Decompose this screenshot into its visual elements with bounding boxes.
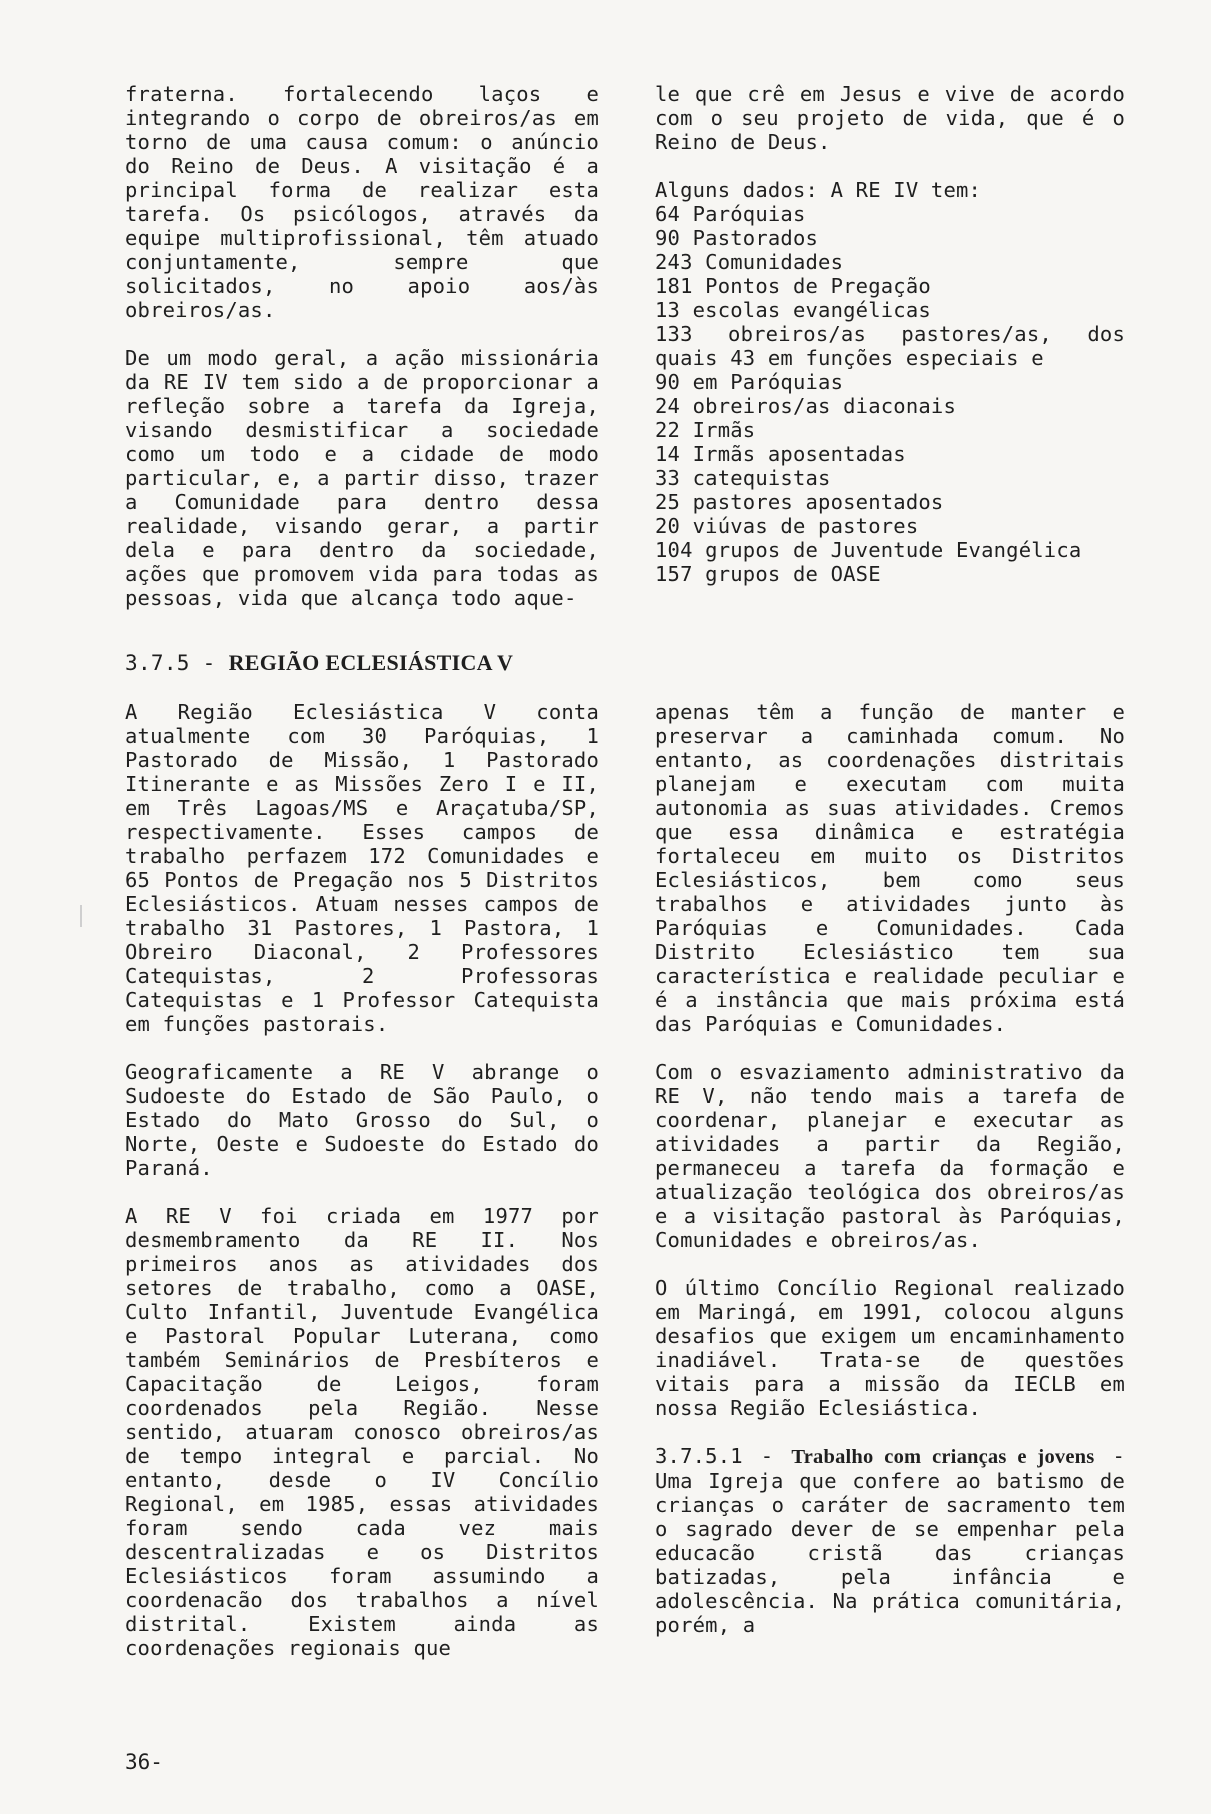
- paragraph: A Região Eclesiástica V conta atualmente com 30 Paróquias, 1 Pastorado de Missão, 1 Pastorado Itinerante e as Missões Zero I e II, em Três Lagoas/MS e Araçatuba/SP, respectivamente. Esses campos de trabalho perfazem 172 Comunidades e 65 Pontos de Pregação nos 5 Distritos Eclesiásticos. Atuam nesses campos de trabalho 31 Pastores, 1 Pastora, 1 Obreiro Diaconal, 2 Professores Catequistas, 2 Professoras Catequistas e 1 Professor Catequista em funções pastorais.: [125, 700, 599, 1036]
- stat-item: 90 em Paróquias: [655, 370, 844, 394]
- margin-mark: [80, 905, 82, 927]
- top-right-column: [655, 82, 1125, 586]
- stat-item: 13 escolas evangélicas: [655, 298, 931, 322]
- stat-item: 133 obreiros/as pastores/as, dos quais 43 em funções especiais e: [655, 322, 1125, 370]
- section-heading: [125, 650, 513, 676]
- stats-list: [655, 178, 1125, 586]
- stat-item: 22 Irmãs: [655, 418, 756, 442]
- paragraph: Geograficamente a RE V abrange o Sudoeste do Estado de São Paulo, o Estado do Mato Grosso do Sul, o Norte, Oeste e Sudoeste do Estado do Paraná.: [125, 1060, 599, 1180]
- paragraph: le que crê em Jesus e vive de acordo com o seu projeto de vida, que é o Reino de Deus.: [655, 82, 1125, 154]
- stat-item: 20 viúvas de pastores: [655, 514, 919, 538]
- stat-item: 104 grupos de Juventude Evangélica: [655, 538, 1082, 562]
- paragraph: fraterna. fortalecendo laços e integrando o corpo de obreiros/as em torno de uma causa comum: o anúncio do Reino de Deus. A visitação é a principal forma de realizar esta tarefa. Os psicólogos, através da equipe multiprofissional, têm atuado conjuntamente, sempre que solicitados, no apoio aos/às obreiros/as.: [125, 82, 599, 322]
- section-title: REGIÃO ECLESIÁSTICA V: [228, 650, 514, 675]
- paragraph: De um modo geral, a ação missionária da RE IV tem sido a de proporcionar a refleção sobre a tarefa da Igreja, visando desmistificar a sociedade como um todo e a cidade de modo particular, e, a partir disso, trazer a Comunidade para dentro dessa realidade, visando gerar, a partir dela e para dentro da sociedade, ações que promovem vida para todas as pessoas, vida que alcança todo aque-: [125, 346, 599, 610]
- stats-intro: Alguns dados: A RE IV tem:: [655, 178, 982, 202]
- paragraph: A RE V foi criada em 1977 por desmembramento da RE II. Nos primeiros anos as atividades dos setores de trabalho, como a OASE, Culto Infantil, Juventude Evangélica e Pastoral Popular Luterana, como também Seminários de Presbíteros e Capacitação de Leigos, foram coordenados pela Região. Nesse sentido, atuaram conosco obreiros/as de tempo integral e parcial. No entanto, desde o IV Concílio Regional, em 1985, essas atividades foram sendo cada vez mais descentralizadas e os Distritos Eclesiásticos foram assumindo a coordenacão dos trabalhos a nível distrital. Existem ainda as coordenações regionais que: [125, 1204, 599, 1660]
- subsection-title: Trabalho com crianças e jovens: [791, 1446, 1095, 1468]
- stat-item: 157 grupos de OASE: [655, 562, 881, 586]
- section-number: 3.7.5 -: [125, 651, 216, 675]
- stat-item: 33 catequistas: [655, 466, 831, 490]
- subsection-number: 3.7.5.1 -: [655, 1444, 774, 1468]
- page-number: 36-: [125, 1750, 163, 1774]
- stat-item: 14 Irmãs aposentadas: [655, 442, 906, 466]
- stat-item: 243 Comunidades: [655, 250, 844, 274]
- paragraph: O último Concílio Regional realizado em Maringá, em 1991, colocou alguns desafios que exigem um encaminhamento inadiável. Trata-se de questões vitais para a missão da IECLB em nossa Região Eclesiástica.: [655, 1276, 1125, 1420]
- stat-item: 64 Paróquias: [655, 202, 806, 226]
- paragraph: apenas têm a função de manter e preservar a caminhada comum. No entanto, as coordenações distritais planejam e executam com muita autonomia as suas atividades. Cremos que essa dinâmica e estratégia fortaleceu em muito os Distritos Eclesiásticos, bem como seus trabalhos e atividades junto às Paróquias e Comunidades. Cada Distrito Eclesiástico tem sua característica e realidade peculiar e é a instância que mais próxima está das Paróquias e Comunidades.: [655, 700, 1125, 1036]
- stat-item: 90 Pastorados: [655, 226, 819, 250]
- subsection-text: - Uma Igreja que confere ao batismo de crianças o caráter de sacramento tem o sagrado dever de se empenhar pela educacão cristã das crianças batizadas, pela infância e adolescência. Na prática comunitária, porém, a: [655, 1444, 1126, 1637]
- paragraph: Com o esvaziamento administrativo da RE V, não tendo mais a tarefa de coordenar, planejar e executar as atividades a partir da Região, permaneceu a tarefa da formação e atualização teológica dos obreiros/as e a visitação pastoral às Paróquias, Comunidades e obreiros/as.: [655, 1060, 1125, 1252]
- bottom-left-column: [125, 700, 599, 1660]
- top-left-column: [125, 82, 599, 610]
- bottom-right-column: [655, 700, 1125, 1637]
- stat-item: 25 pastores aposentados: [655, 490, 944, 514]
- stat-item: 181 Pontos de Pregação: [655, 274, 931, 298]
- subsection-paragraph: [655, 1444, 1125, 1637]
- stat-item: 24 obreiros/as diaconais: [655, 394, 957, 418]
